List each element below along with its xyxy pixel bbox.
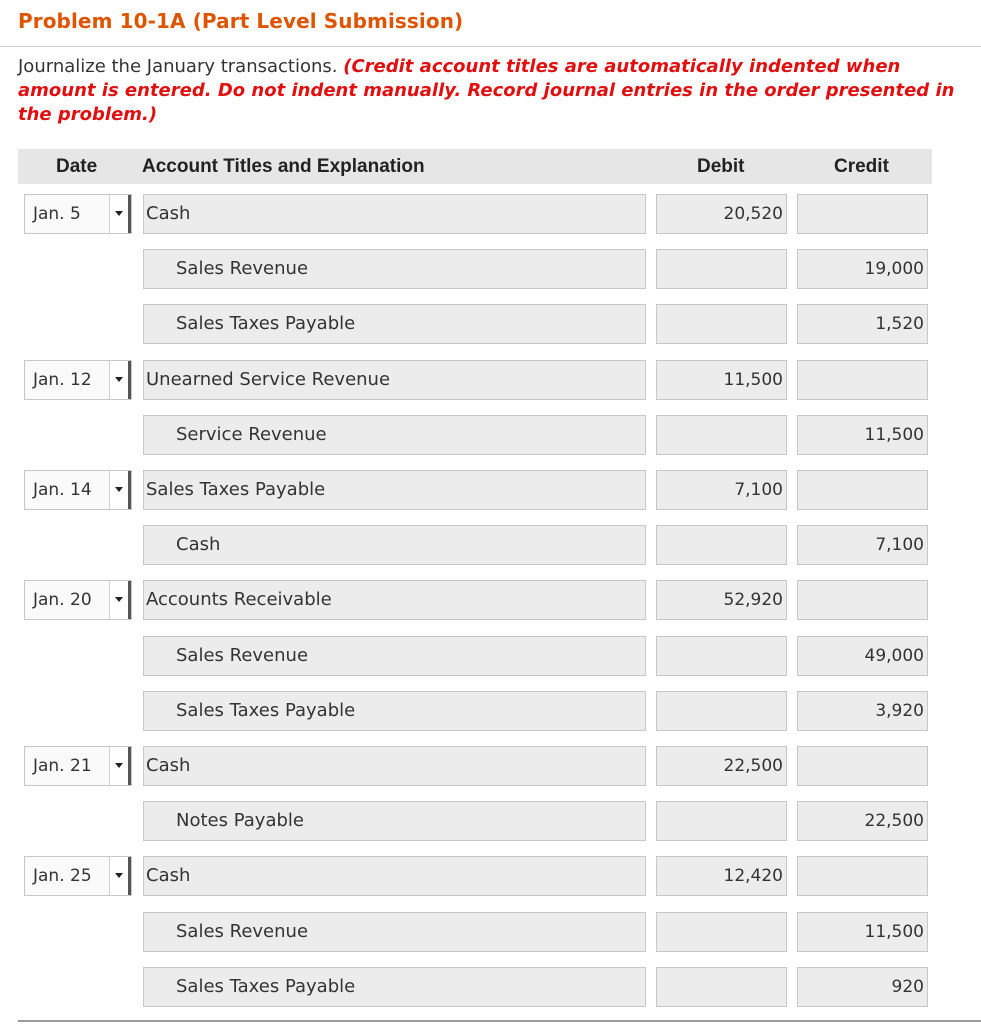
debit-input[interactable] xyxy=(656,415,787,455)
table-header xyxy=(18,149,932,184)
instructions-note: (Credit account titles are automatically indented when amount is entered. Do not indent manually. Record journal entries in the order presented in the problem.) xyxy=(18,56,955,125)
credit-input[interactable]: 49,000 xyxy=(797,636,928,676)
account-title-input[interactable]: Notes Payable xyxy=(143,801,646,841)
debit-input[interactable]: 52,920 xyxy=(656,580,787,620)
dropdown-arrow-icon[interactable] xyxy=(109,581,131,619)
dropdown-arrow-icon[interactable] xyxy=(109,195,131,233)
dropdown-arrow-icon[interactable] xyxy=(109,361,131,399)
account-title-input[interactable]: Sales Taxes Payable xyxy=(143,304,646,344)
date-select-value: Jan. 5 xyxy=(33,204,81,224)
table-row xyxy=(0,525,981,567)
account-title-input[interactable]: Sales Taxes Payable xyxy=(143,967,646,1007)
credit-input[interactable]: 11,500 xyxy=(797,912,928,952)
table-row xyxy=(0,856,981,898)
debit-input[interactable]: 22,500 xyxy=(656,746,787,786)
debit-input[interactable] xyxy=(656,304,787,344)
debit-input[interactable] xyxy=(656,249,787,289)
table-row xyxy=(0,580,981,622)
debit-input[interactable]: 12,420 xyxy=(656,856,787,896)
column-header-credit: Credit xyxy=(834,156,889,177)
account-title-input[interactable]: Cash xyxy=(143,746,646,786)
table-row xyxy=(0,967,981,1009)
debit-input[interactable] xyxy=(656,801,787,841)
debit-input[interactable] xyxy=(656,691,787,731)
date-select[interactable] xyxy=(24,194,132,234)
dropdown-arrow-icon[interactable] xyxy=(109,747,131,785)
credit-input[interactable] xyxy=(797,580,928,620)
debit-input[interactable]: 20,520 xyxy=(656,194,787,234)
date-select-value: Jan. 21 xyxy=(33,756,92,776)
debit-input[interactable]: 11,500 xyxy=(656,360,787,400)
dropdown-arrow-icon[interactable] xyxy=(109,471,131,509)
debit-input[interactable] xyxy=(656,525,787,565)
account-title-input[interactable]: Accounts Receivable xyxy=(143,580,646,620)
credit-input[interactable] xyxy=(797,746,928,786)
column-header-date: Date xyxy=(56,156,98,177)
account-title-input[interactable]: Sales Revenue xyxy=(143,912,646,952)
date-select[interactable] xyxy=(24,470,132,510)
credit-input[interactable]: 19,000 xyxy=(797,249,928,289)
table-row xyxy=(0,304,981,346)
date-select[interactable] xyxy=(24,360,132,400)
credit-input[interactable] xyxy=(797,360,928,400)
account-title-input[interactable]: Sales Revenue xyxy=(143,249,646,289)
table-row xyxy=(0,470,981,512)
table-row xyxy=(0,360,981,402)
account-title-input[interactable]: Unearned Service Revenue xyxy=(143,360,646,400)
page-title: Problem 10-1A (Part Level Submission) xyxy=(18,9,464,33)
table-row xyxy=(0,636,981,678)
credit-input[interactable]: 11,500 xyxy=(797,415,928,455)
debit-input[interactable]: 7,100 xyxy=(656,470,787,510)
debit-input[interactable] xyxy=(656,912,787,952)
account-title-input[interactable]: Cash xyxy=(143,194,646,234)
table-row xyxy=(0,746,981,788)
credit-input[interactable]: 920 xyxy=(797,967,928,1007)
account-title-input[interactable]: Sales Taxes Payable xyxy=(143,470,646,510)
date-select[interactable] xyxy=(24,856,132,896)
debit-input[interactable] xyxy=(656,967,787,1007)
date-select-value: Jan. 12 xyxy=(33,370,92,390)
table-row xyxy=(0,249,981,291)
date-select-value: Jan. 14 xyxy=(33,480,92,500)
account-title-input[interactable]: Cash xyxy=(143,525,646,565)
account-title-input[interactable]: Sales Revenue xyxy=(143,636,646,676)
column-header-debit: Debit xyxy=(697,156,745,177)
title-bar xyxy=(0,0,981,47)
credit-input[interactable]: 22,500 xyxy=(797,801,928,841)
date-select[interactable] xyxy=(24,746,132,786)
credit-input[interactable]: 1,520 xyxy=(797,304,928,344)
credit-input[interactable] xyxy=(797,856,928,896)
table-row xyxy=(0,912,981,954)
table-row xyxy=(0,194,981,236)
table-row xyxy=(0,691,981,733)
date-select-value: Jan. 25 xyxy=(33,866,92,886)
credit-input[interactable] xyxy=(797,194,928,234)
instructions xyxy=(18,55,968,127)
debit-input[interactable] xyxy=(656,636,787,676)
table-row xyxy=(0,415,981,457)
column-header-account: Account Titles and Explanation xyxy=(142,156,425,177)
date-select-value: Jan. 20 xyxy=(33,590,92,610)
account-title-input[interactable]: Sales Taxes Payable xyxy=(143,691,646,731)
account-title-input[interactable]: Cash xyxy=(143,856,646,896)
dropdown-arrow-icon[interactable] xyxy=(109,857,131,895)
instructions-text: Journalize the January transactions. xyxy=(18,56,338,77)
date-select[interactable] xyxy=(24,580,132,620)
credit-input[interactable]: 7,100 xyxy=(797,525,928,565)
account-title-input[interactable]: Service Revenue xyxy=(143,415,646,455)
credit-input[interactable] xyxy=(797,470,928,510)
bottom-divider xyxy=(18,1020,981,1022)
table-row xyxy=(0,801,981,843)
credit-input[interactable]: 3,920 xyxy=(797,691,928,731)
